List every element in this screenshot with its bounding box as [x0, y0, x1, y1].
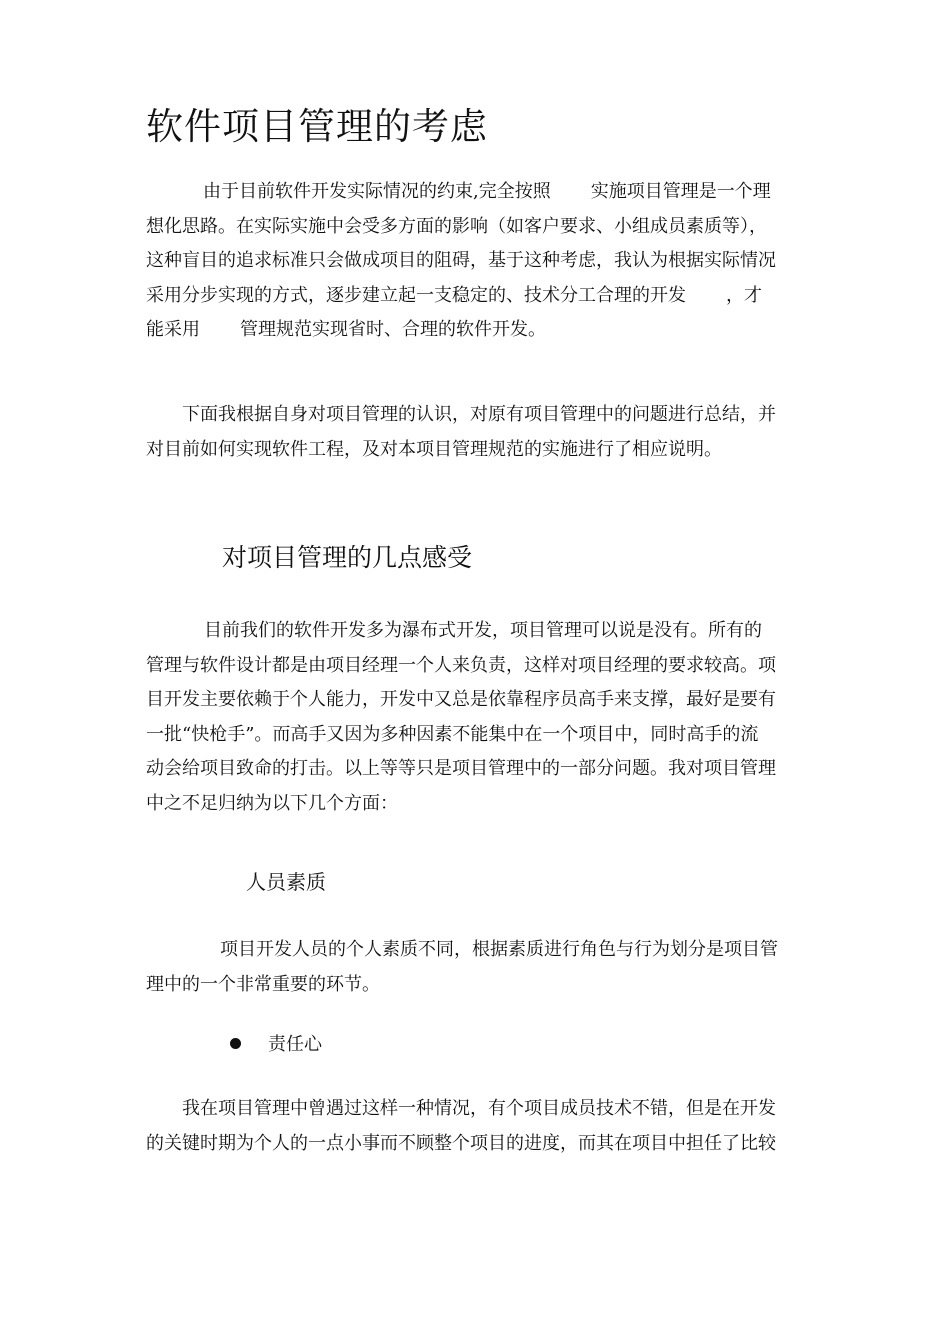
bullet-label: 责任心	[268, 1034, 322, 1055]
intro-line-3: 这种盲目的追求标准只会做成项目的阻碍，基于这种考虑，我认为根据实际情况	[146, 250, 776, 271]
bullet-body-line-1: 我在项目管理中曾遇过这样一种情况，有个项目成员技术不错，但是在开发	[182, 1098, 776, 1119]
section-body-line-3: 目开发主要依赖于个人能力，开发中又总是依靠程序员高手来支撑，最好是要有	[146, 689, 776, 710]
section-heading: 对项目管理的几点感受	[222, 543, 473, 572]
bullet-item-responsibility	[230, 1030, 322, 1060]
subheading-personnel-quality: 人员素质	[246, 870, 326, 894]
document-title: 软件项目管理的考虑	[146, 105, 488, 148]
section-body-line-6: 中之不足归纳为以下几个方面：	[146, 792, 398, 814]
section-body-line-1: 目前我们的软件开发多为瀑布式开发，项目管理可以说是没有。所有的	[204, 620, 762, 641]
intro-paragraph	[146, 175, 810, 348]
subheading-body-line-1: 项目开发人员的个人素质不同，根据素质进行角色与行为划分是项目管	[220, 939, 778, 960]
bullet-body-line-2: 的关键时期为个人的一点小事而不顾整个项目的进度，而其在项目中担任了比较	[146, 1132, 776, 1154]
bullet-dot-icon	[230, 1038, 241, 1049]
summary-line-1: 下面我根据自身对项目管理的认识，对原有项目管理中的问题进行总结，并	[182, 404, 776, 425]
summary-line-2: 对目前如何实现软件工程，及对本项目管理规范的实施进行了相应说明。	[146, 438, 722, 460]
subheading-body-line-2: 理中的一个非常重要的环节。	[146, 973, 380, 995]
bullet-body-paragraph	[146, 1092, 810, 1161]
section-body-line-4: 一批“快枪手”。而高手又因为多种因素不能集中在一个项目中，同时高手的流	[146, 723, 759, 745]
section-body-line-2: 管理与软件设计都是由项目经理一个人来负责，这样对项目经理的要求较高。项	[146, 654, 776, 676]
section-body-line-5: 动会给项目致命的打击。以上等等只是项目管理中的一部分问题。我对项目管理	[146, 758, 776, 779]
intro-line-4: 采用分步实现的方式，逐步建立起一支稳定的、技术分工合理的开发 ，才	[146, 284, 762, 306]
intro-line-1: 由于目前软件开发实际情况的约束,完全按照 实施项目管理是一个理	[203, 181, 771, 202]
section-body-paragraph	[146, 614, 810, 821]
subheading-body-paragraph	[146, 933, 810, 1002]
intro-line-5: 能采用 管理规范实现省时、合理的软件开发。	[146, 319, 546, 340]
intro-line-2: 想化思路。在实际实施中会受多方面的影响（如客户要求、小组成员素质等），	[146, 215, 767, 237]
summary-paragraph	[146, 398, 810, 467]
